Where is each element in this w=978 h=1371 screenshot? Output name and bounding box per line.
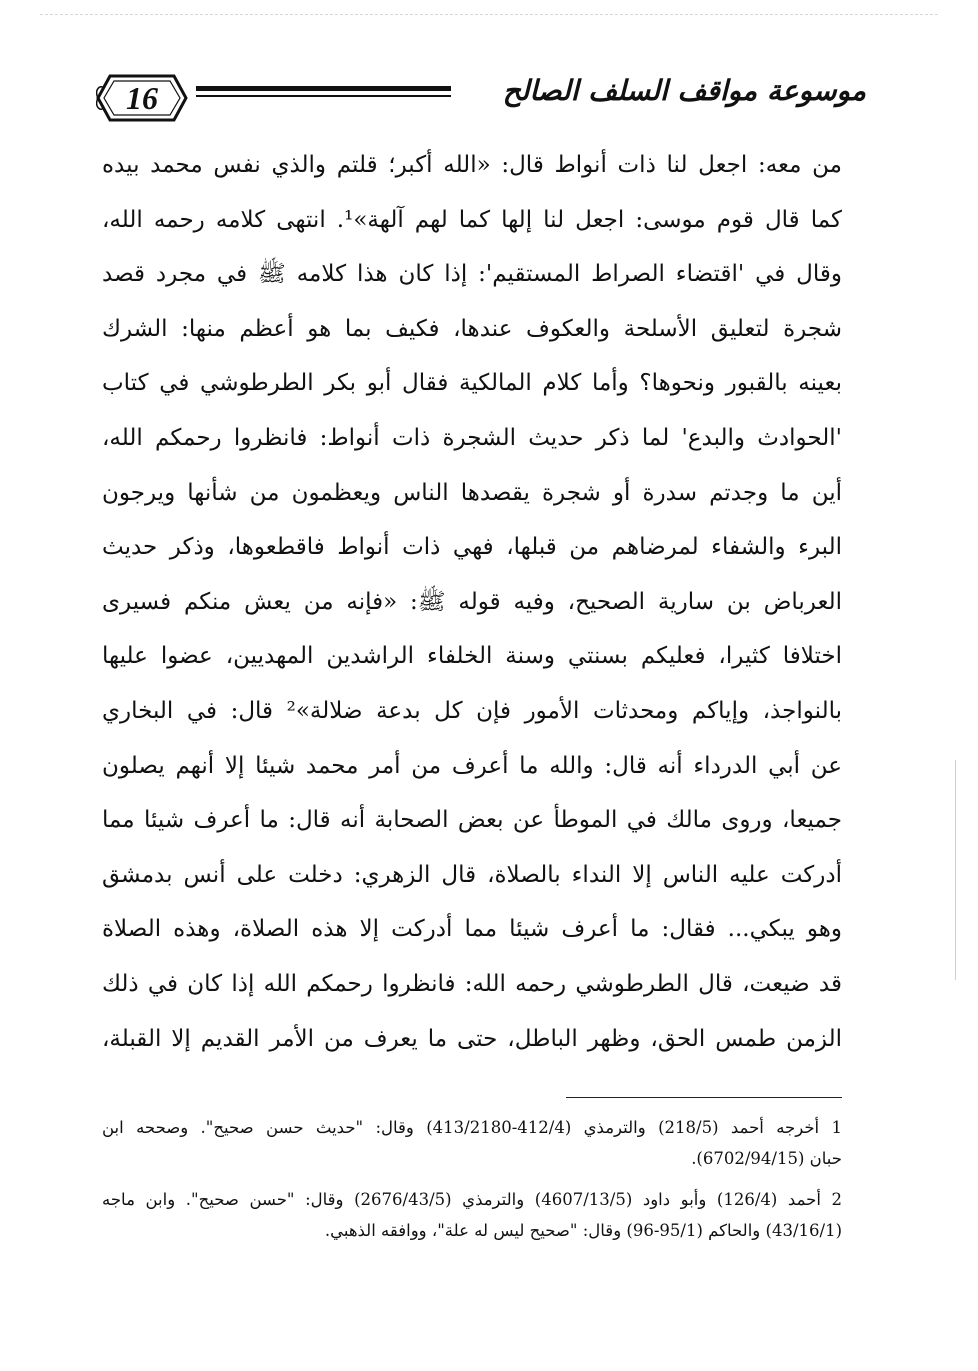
text-line: شجرة لتعليق الأسلحة والعكوف عندها، فكيف بما هو أعظم منها: الشرك: [102, 315, 842, 342]
header-rule: [196, 86, 451, 100]
page-number: 16: [126, 80, 158, 116]
text-line: كما قال قوم موسى: اجعل لنا إلها كما لهم آلهة»¹. انتهى كلامه رحمه الله،: [102, 206, 842, 233]
scan-edge-top: [40, 14, 938, 15]
text-line: جميعا، وروى مالك في الموطأ عن بعض الصحابة أنه قال: ما أعرف شيئا مما: [102, 807, 842, 834]
text-line: قد ضيعت، قال الطرطوشي رحمه الله: فانظروا رحمكم الله إذا كان في ذلك: [102, 970, 842, 997]
text-line: أين ما وجدتم سدرة أو شجرة يقصدها الناس ويعظمون من شأنها ويرجون: [102, 479, 842, 506]
text-line: وقال في 'اقتضاء الصراط المستقيم': إذا كان هذا كلامه ﷺ في مجرد قصد: [102, 261, 842, 288]
footnote-2-line-1: 2 أحمد (126/4) وأبو داود (4607/13/5) والترمذي (2676/43/5) وقال: "حسن صحيح". وابن ماجه: [102, 1190, 842, 1209]
page-number-badge: [96, 72, 188, 124]
text-line: العرباض بن سارية الصحيح، وفيه قوله ﷺ: «فإنه من يعش منكم فسيرى: [102, 588, 842, 615]
text-line: عن أبي الدرداء أنه قال: والله ما أعرف من أمر محمد شيئا إلا أنهم يصلون: [102, 752, 842, 779]
text-line: الزمن طمس الحق، وظهر الباطل، حتى ما يعرف من الأمر القديم إلا القبلة،: [102, 1025, 842, 1052]
footnote-2-line-2: (43/16/1) والحاكم (95/1-96) وقال: "صحيح ليس له علة"، ووافقه الذهبي.: [324, 1221, 842, 1240]
text-line: بعينه بالقبور ونحوها؟ وأما كلام المالكية فقال أبو بكر الطرطوشي في كتاب: [102, 370, 842, 397]
text-line: بالنواجذ، وإياكم ومحدثات الأمور فإن كل بدعة ضلالة»² قال: في البخاري: [102, 697, 842, 724]
text-line: 'الحوادث والبدع' لما ذكر حديث الشجرة ذات أنواط: فانظروا رحمكم الله،: [102, 424, 842, 451]
footnotes: [102, 1112, 842, 1246]
text-line: وهو يبكي... فقال: ما أعرف شيئا مما أدركت إلا هذه الصلاة، وهذه الصلاة: [102, 916, 842, 943]
footnote-separator: [566, 1097, 842, 1098]
footnote-1-line-1: 1 أخرجه أحمد (218/5) والترمذي (412/4-413/2180) وقال: "حديث حسن صحيح". وصححه ابن: [102, 1118, 842, 1137]
text-line: أدركت عليه الناس إلا النداء بالصلاة، قال الزهري: دخلت على أنس بدمشق: [102, 861, 842, 888]
text-line: من معه: اجعل لنا ذات أنواط قال: «الله أكبر؛ قلتم والذي نفس محمد بيده: [102, 152, 842, 178]
text-line: البرء والشفاء لمرضاهم من قبلها، فهي ذات أنواط فاقطعوها، وذكر حديث: [102, 534, 842, 561]
scan-edge-right: [955, 760, 956, 980]
book-title: موسوعة مواقف السلف الصالح: [502, 74, 866, 107]
footnote-1-line-2: حبان (6702/94/15).: [691, 1149, 842, 1168]
page-header: [96, 68, 866, 132]
main-text: [102, 138, 842, 1066]
text-line: اختلافا كثيرا، فعليكم بسنتي وسنة الخلفاء الراشدين المهديين، عضوا عليها: [102, 643, 842, 670]
